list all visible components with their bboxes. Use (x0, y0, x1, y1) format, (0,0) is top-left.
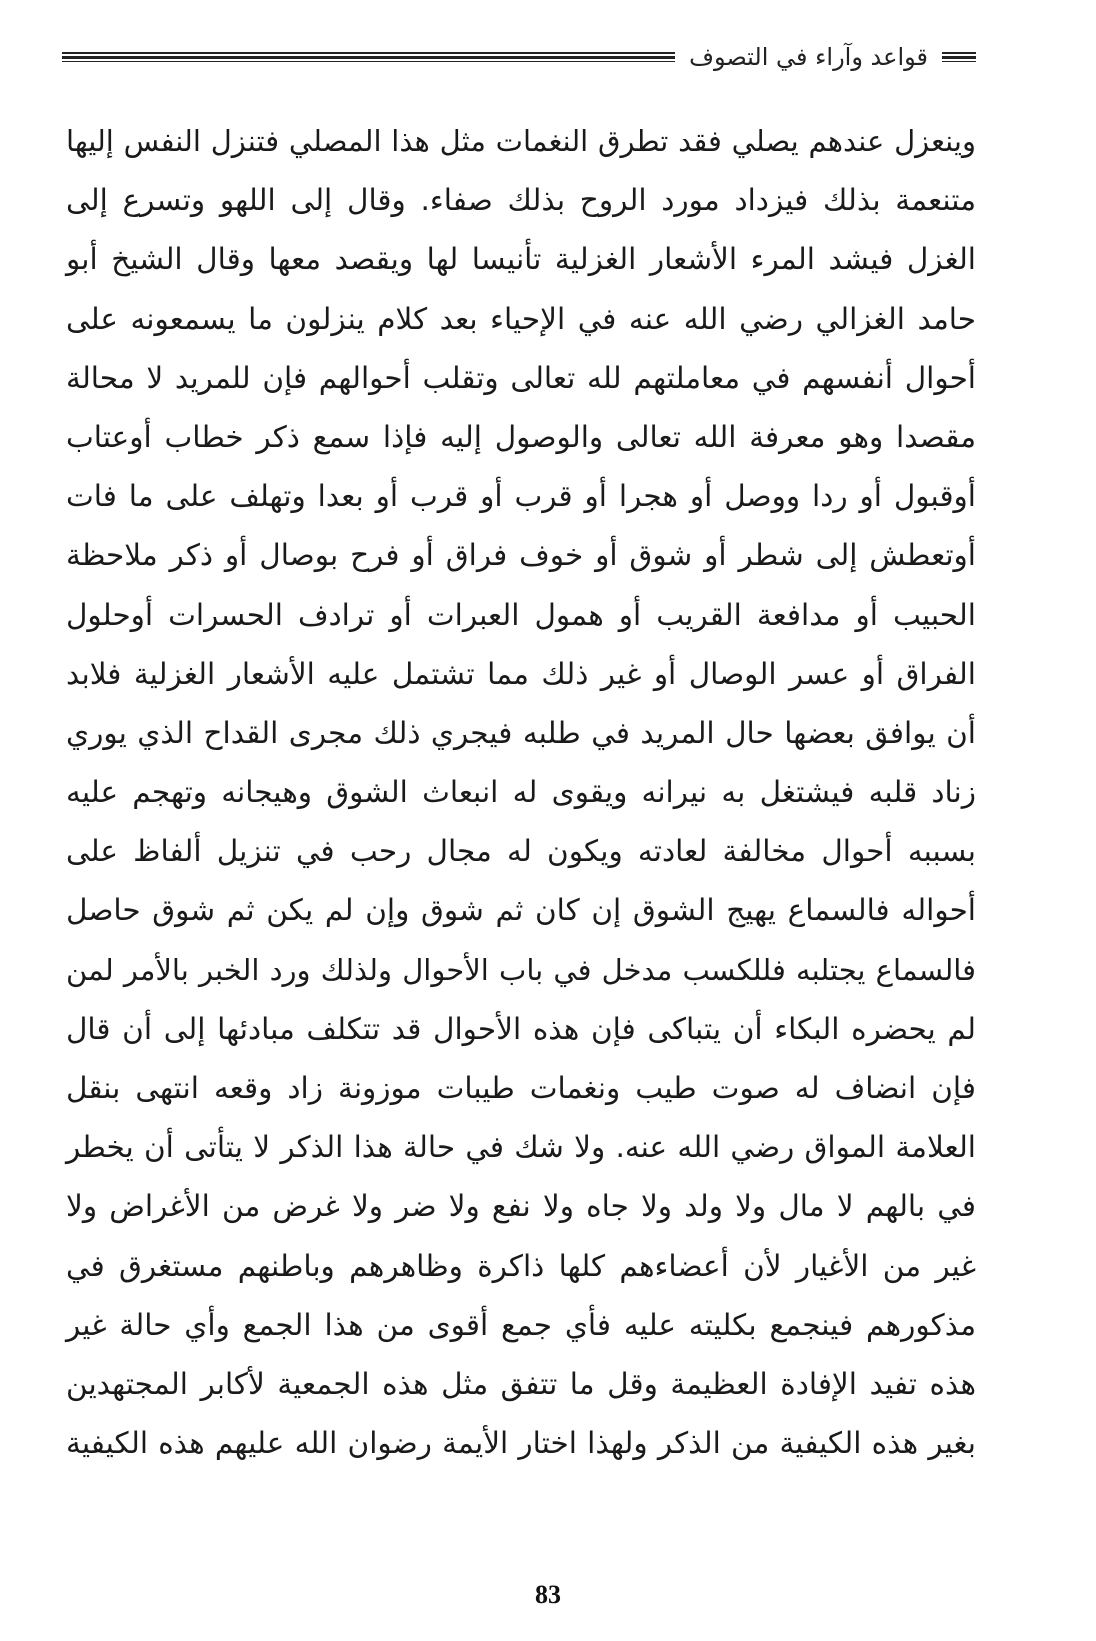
header-title: قواعد وآراء في التصوف (689, 43, 928, 71)
text-line: الحبيب أو مدافعة القريب أو همول العبرات أو ترادف الحسرات أوحلول (66, 597, 976, 632)
text-line: وينعزل عندهم يصلي فقد تطرق النغمات مثل هذا المصلي فتنزل النفس إليها (66, 124, 976, 158)
text-line: بسببه أحوال مخالفة لعادته ويكون له مجال رحب في تنزيل ألفاظ على (66, 834, 976, 869)
text-line: العلامة المواق رضي الله عنه. ولا شك في حالة هذا الذكر لا يتأتى أن يخطر (66, 1130, 976, 1165)
text-line: أحوال أنفسهم في معاملتهم لله تعالى وتقلب أحوالهم فإن للمريد لا محالة (66, 360, 976, 395)
text-line: أوتعطش إلى شطر أو شوق أو خوف فراق أو فرح بوصال أو ذكر ملاحظة (66, 538, 976, 573)
text-line: حامد الغزالي رضي الله عنه في الإحياء بعد كلام ينزلون ما يسمعونه على (66, 301, 976, 336)
text-line: أن يوافق بعضها حال المريد في طلبه فيجري ذلك مجرى القداح الذي يوري (66, 715, 976, 750)
text-line: مذكورهم فينجمع بكليته عليه فأي جمع أقوى من هذا الجمع وأي حالة غير (66, 1307, 976, 1342)
page-number: 83 (535, 1580, 561, 1609)
text-line: هذه تفيد الإفادة العظيمة وقل ما تتفق مثل هذه الجمعية لأكابر المجتهدين (66, 1366, 976, 1401)
text-line: فإن انضاف له صوت طيب ونغمات طيبات موزونة زاد وقعه انتهى بنقل (66, 1071, 976, 1105)
text-line: الغزل فيشد المرء الأشعار الغزلية تأنيسا لها ويقصد معها وقال الشيخ أبو (66, 242, 976, 277)
text-line: أحواله فالسماع يهيج الشوق إن كان ثم شوق وإن لم يكن ثم شوق حاصل (66, 893, 976, 928)
text-line: أوقبول أو ردا ووصل أو هجرا أو قرب أو قرب أو بعدا وتهلف على ما فات (66, 479, 976, 514)
running-header (62, 34, 976, 80)
text-line: لم يحضره البكاء أن يتباكى فإن هذه الأحوال قد تتكلف مبادئها إلى أن قال (66, 1011, 976, 1046)
text-line: فالسماع يجتلبه فللكسب مدخل في باب الأحوال ولذلك ورد الخبر بالأمر لمن (66, 952, 976, 987)
body-text (66, 112, 976, 1473)
header-rule-left (62, 52, 675, 62)
text-line: في بالهم لا مال ولا ولد ولا جاه ولا نفع ولا ضر ولا غرض من الأغراض ولا (66, 1189, 976, 1224)
header-rule-right (942, 52, 976, 62)
text-line: الفراق أو عسر الوصال أو غير ذلك مما تشتمل عليه الأشعار الغزلية فلابد (66, 656, 976, 691)
text-line: غير من الأغيار لأن أعضاءهم كلها ذاكرة وظاهرهم وباطنهم مستغرق في (66, 1248, 976, 1283)
text-line: زناد قلبه فيشتغل به نيرانه ويقوى له انبعاث الشوق وهيجانه وتهجم عليه (66, 775, 976, 810)
text-line: مقصدا وهو معرفة الله تعالى والوصول إليه فإذا سمع ذكر خطاب أوعتاب (66, 419, 976, 454)
text-line: بغير هذه الكيفية من الذكر ولهذا اختار الأيمة رضوان الله عليهم هذه الكيفية (66, 1426, 976, 1461)
text-line: متنعمة بذلك فيزداد مورد الروح بذلك صفاء. وقال إلى اللهو وتسرع إلى (66, 183, 976, 218)
